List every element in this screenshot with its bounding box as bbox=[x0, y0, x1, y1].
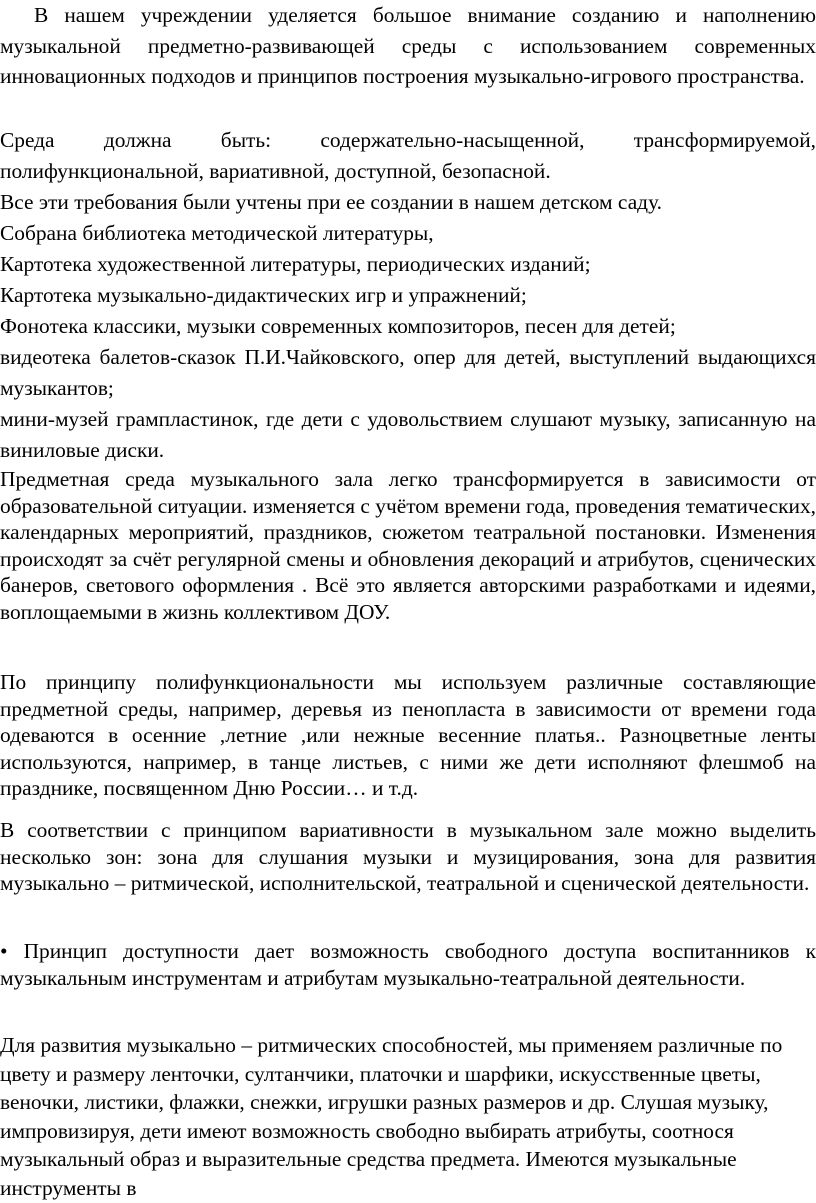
list-item-fiction-catalog: Картотека художественной литературы, периодических изданий; bbox=[0, 252, 591, 276]
paragraph-requirements-met: Все эти требования были учтены при ее создании в нашем детском саду. bbox=[0, 190, 662, 214]
paragraph-intro: В нашем учреждении уделяется большое внимание созданию и наполнению музыкальной предметно-развивающей среды с использованием современных инновационных подходов и принципов построения музыкально-игрового пространства. bbox=[0, 3, 816, 88]
paragraph-environment-requirements: Среда должна быть: содержательно-насыщенной, трансформируемой, полифункциональной, вариативной, доступной, безопасной. bbox=[0, 128, 816, 183]
list-item-library: Собрана библиотека методической литературы, bbox=[0, 221, 434, 245]
paragraph-accessibility: • Принцип доступности дает возможность свободного доступа воспитанников к музыкальным инструментам и атрибутам музыкально-театральной деятельности. bbox=[0, 939, 816, 990]
paragraph-transformable-environment: Предметная среда музыкального зала легко трансформируется в зависимости от образовательной ситуации. изменяется с учётом времени года, проведения тематических, календарных мероприятий, праздников, сюжетом театральной постановки. Изменения происходят за счёт регулярной смены и обновления декораций и атрибутов, сценических банеров, светового оформления . Всё это является авторскими разработками и идеями, воплощаемыми в жизнь коллективом ДОУ. bbox=[0, 467, 816, 624]
list-item-audio-library: Фонотека классики, музыки современных композиторов, песен для детей; bbox=[0, 314, 676, 338]
list-item-games-catalog: Картотека музыкально-дидактических игр и упражнений; bbox=[0, 283, 527, 307]
list-item-video-library: видеотека балетов-сказок П.И.Чайковского, опер для детей, выступлений выдающихся музыкантов; bbox=[0, 345, 816, 400]
paragraph-rhythmic-development: Для развития музыкально – ритмических способностей, мы применяем различные по цвету и размеру ленточки, султанчики, платочки и шарфики, искусственные цветы, веночки, листики, флажки, снежки, игрушки разных размеров и др. Слушая музыку, импровизируя, дети имеют возможность свободно выбирать атрибуты, соотнося музыкальный образ и выразительные средства предмета. Имеются музыкальные инструменты в bbox=[0, 1033, 783, 1200]
list-item-records-museum: мини-музей грампластинок, где дети с удовольствием слушают музыку, записанную на виниловые диски. bbox=[0, 407, 816, 462]
paragraph-multifunctionality: По принципу полифункциональности мы используем различные составляющие предметной среды, например, деревья из пенопласта в зависимости от времени года одеваются в осенние ,летние ,или нежные весенние платья.. Разноцветные ленты используются, например, в танце листьев, с ними же дети исполняют флешмоб на празднике, посвященном Дню России… и т.д. bbox=[0, 670, 816, 801]
paragraph-variability-zones: В соответствии с принципом вариативности в музыкальном зале можно выделить несколько зон: зона для слушания музыки и музицирования, зона для развития музыкально – ритмической, исполнительской, театральной и сценической деятельности. bbox=[0, 818, 816, 896]
